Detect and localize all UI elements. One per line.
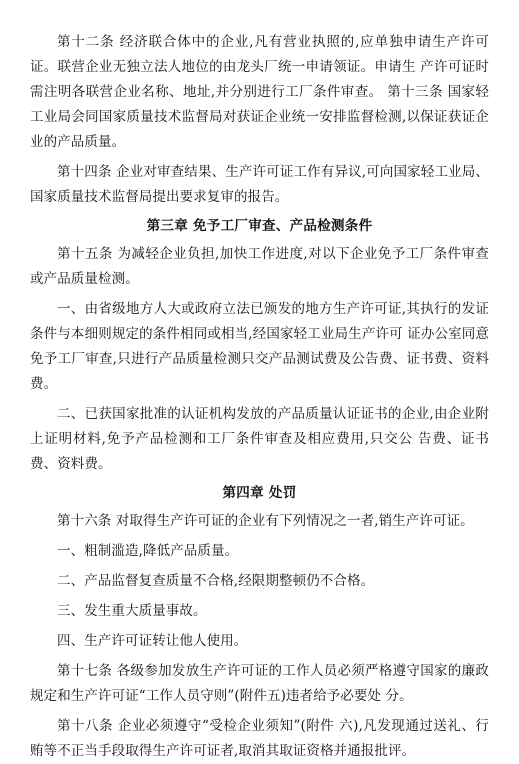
article-16-item-1: 一、粗制滥造,降低产品质量。 [57, 543, 239, 559]
article-14-paragraph: 第十四条 企业对审查结果、生产许可证工作有异议,可向国家轻工业局、国家质量技术监督局提出要求复审的报告。 [30, 164, 489, 205]
article-15-item-1: 一、由省级地方人大或政府立法已颁发的地方生产许可证,其执行的发证条件与本细则规定的条件相同或相当,经国家轻工业局生产许可 证办公室同意免予工厂审查,只进行产品质量检测只交产品测试费及公告费、证书费、资料费。 [30, 301, 489, 392]
article-16-paragraph: 第十六条 对取得生产许可证的企业有下列情况之一者,销生产许可证。 [57, 513, 474, 529]
article-16-item-3: 三、发生重大质量事故。 [57, 603, 207, 619]
article-16-item-2: 二、产品监督复查质量不合格,经限期整顿仍不合格。 [57, 573, 375, 589]
article-18-paragraph: 第十八条 企业必须遵守“受检企业须知”(附件 六),凡发现通过送礼、行贿等不正当手段取得生产许可证者,取消其取证资格并通报批评。 [30, 718, 489, 759]
article-12-13-paragraph: 第十二条 经济联合体中的企业,凡有营业执照的,应单独申请生产许可证。联营企业无独立法人地位的由龙头厂统一申请领证。申请生 产许可证时需注明各联营企业名称、地址,并分别进行工厂条件审查。 第十三条 国家轻工业局会同国家质量技术监督局对获证企业统一安排监督检测,以保证获证企业的产品质量。 [30, 34, 489, 150]
chapter-3-heading: 第三章 免予工厂审查、产品检测条件 [146, 218, 373, 234]
article-16-item-4: 四、生产许可证转让他人使用。 [57, 633, 248, 649]
article-17-paragraph: 第十七条 各级参加发放生产许可证的工作人员必须严格遵守国家的廉政规定和生产许可证“工作人员守则”(附件五)违者给予必要处 分。 [30, 663, 489, 704]
article-15-paragraph: 第十五条 为减轻企业负担,加快工作进度,对以下企业免予工厂条件审查或产品质量检测。 [30, 246, 489, 287]
chapter-4-heading: 第四章 处罚 [222, 485, 297, 501]
article-15-item-2: 二、已获国家批准的认证机构发放的产品质量认证证书的企业,由企业附上证明材料,免予产品检测和工厂条件审查及相应费用,只交公 告费、证书费、资料费。 [30, 406, 489, 472]
